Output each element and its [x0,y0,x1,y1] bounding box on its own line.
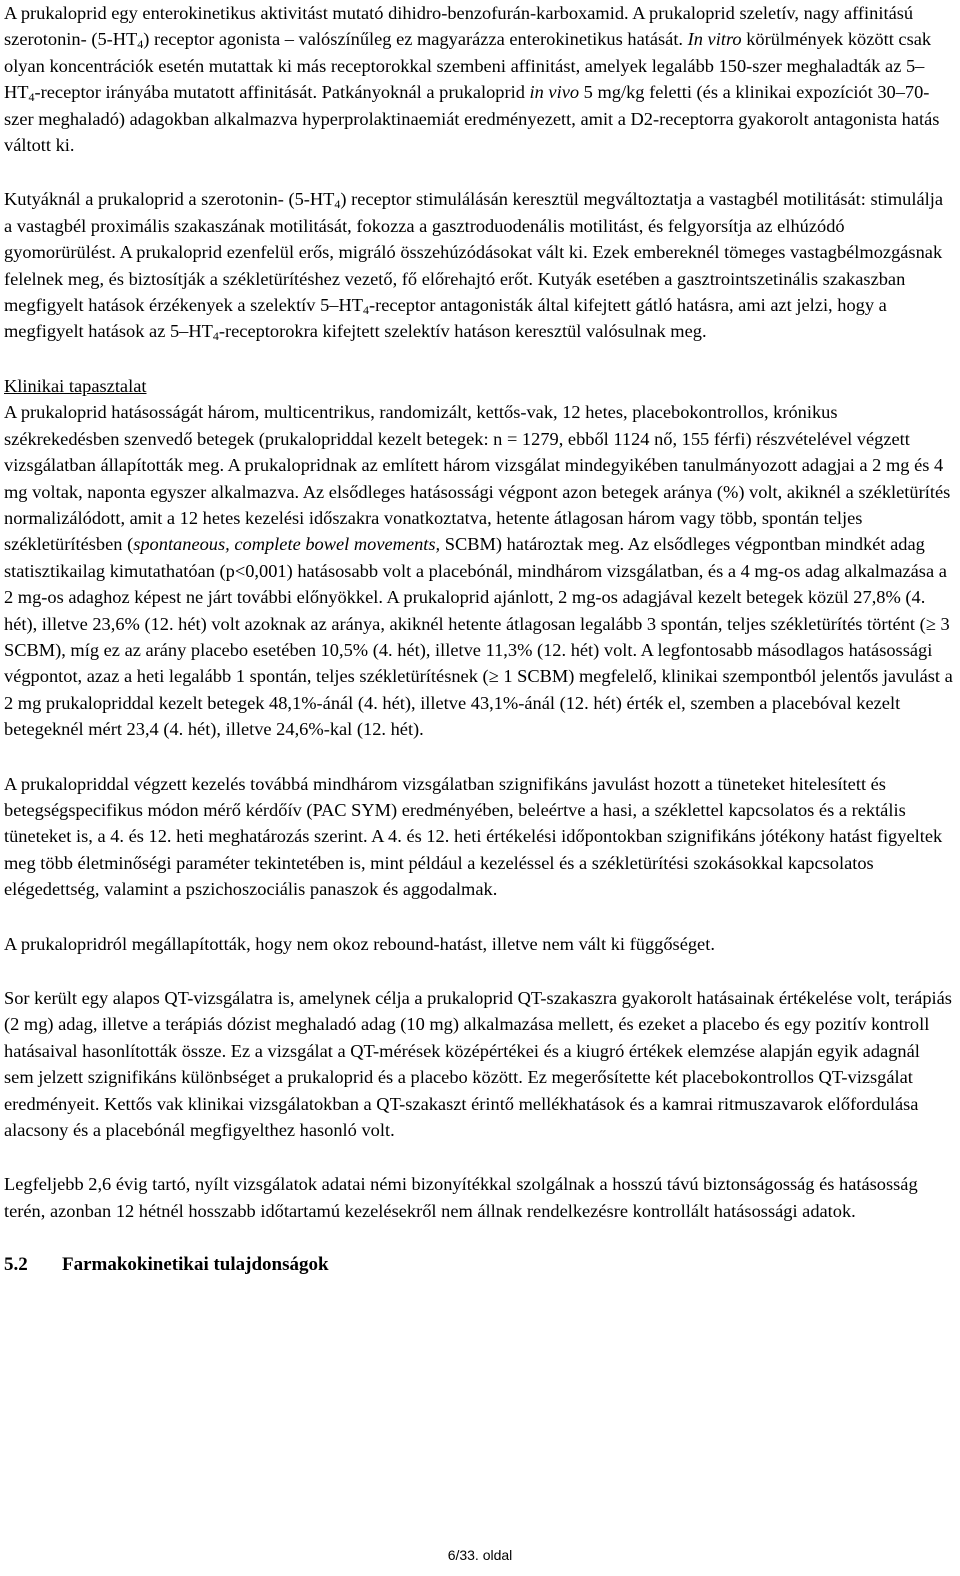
text-run: -receptor antagonisták által kifejtett gátló hatásra, ami azt jelzi, hogy a megfigyelt hatások az 5–HT [4,295,887,342]
section-title: Farmakokinetikai tulajdonságok [62,1254,329,1276]
page-footer: 6/33. oldal [447,1547,513,1563]
italic-term: In vitro [687,29,742,50]
paragraph-mechanism [4,0,954,158]
italic-term: in vivo [529,82,580,103]
subscript: 4 [28,90,35,105]
paragraph-pac-sym: A prukalopriddal végzett kezelés továbbá mindhárom vizsgálatban szignifikáns javulást hozott a tüneteket hitelesített és betegségspecifikus módon mérő kérdőív (PAC SYM) eredményében, beleértve a hasi, a széklettel kapcsolatos és a rektális tüneteket is, a 4. és 12. heti meghatározás szerint. A 4. és 12. heti értékelési időpontokban szignifikáns jótékony hatást figyeltek meg több életminőségi paraméter tekintetében is, mint például a kezeléssel és a székletürítési szokásokkal kapcsolatos elégedettség, valamint a pszichoszociális panaszok és aggodalmak. [4,773,943,900]
text-run: ) receptor stimulálásán keresztül megváltoztatja a vastagbél motilitását: stimulálja a vastagbél proximális szakaszának motilitását, fokozza a gasztroduodenális motilitást, és felgyorsítja az elhúzódó gyomorürülést. A prukaloprid ezenfelül erős, migráló összehúzódásokat vált ki. Ezek embereknél tömeges vastagbélmozgásnak felelnek meg, és biztosítják a székletürítéshez vezető, fő előrehajtó erőt. Kutyák esetében a gasztrointszetinális szakaszban megfigyelt hatások érzékenyek a szelektív 5–HT [4,189,944,316]
text-run: -receptorokra kifejtett szelektív hatáson keresztül valósulnak meg. [218,321,707,342]
paragraph-qt-study: Sor került egy alapos QT-vizsgálatra is, amelynek célja a prukaloprid QT-szakaszra gyakorolt hatásainak értékelése volt, terápiás (2 mg) adag, illetve a terápiás dózist meghaladó adag (10 mg) alkalmazása mellett, és ezeket a placebo és egy pozitív kontroll hatásaival hasonlították össze. Ez a vizsgálat a QT-mérések középértékei és a kiugró értékek elemzése alapján egyik adagnál sem jelzett szignifikáns különbséget a prukaloprid és a placebo között. Ez megerősítette két placebokontrollos QT-vizsgálat eredményeit. Kettős vak klinikai vizsgálatokban a QT-szakaszt érintő mellékhatások és a kamrai ritmuszavarok előfordulása alacsony és a placebónál megfigyelthez hasonló volt. [4,988,952,1141]
subscript: 4 [212,329,219,344]
italic-term: spontaneous, complete bowel movements, [133,534,441,555]
text-run: ) receptor agonista – valószínűleg ez magyarázza enterokinetikus hatását. [143,29,688,50]
paragraph-dogs [4,186,954,344]
subscript: 4 [137,37,144,52]
text-run: A prukaloprid egy enterokinetikus aktivitást mutató dihidro-benzofurán-karboxamid. A prukaloprid szeletív, nagy affinitású szerotonin- (5-HT [4,3,914,50]
subscript: 4 [363,303,369,318]
paragraph-clinical [4,399,954,742]
document-page [4,0,954,1278]
paragraph-long-term: Legfeljebb 2,6 évig tartó, nyílt vizsgálatok adatai némi bizonyítékkal szolgálnak a hosszú távú biztonságosság és hatásosság terén, azonban 12 hétnél hosszabb időtartamú kezelésekről nem állnak rendelkezésre kontrollált hatásossági adatok. [4,1174,918,1221]
section-heading [4,1252,954,1278]
text-run: körülmények között csak olyan koncentrációk esetén mutattak ki más receptorokkal szembeni affinitást, amelyek legalább 150-szer meghaladták az 5–HT [4,29,932,103]
text-run: 5 mg/kg feletti (és a klinikai expozíciót 30–70-szer meghaladó) adagokban alkalmazva hyperprolaktinaemiát eredményezett, amit a D2-receptorra gyakorolt antagonista hatás váltott ki. [4,82,940,156]
paragraph-rebound: A prukalopridról megállapították, hogy nem okoz rebound-hatást, illetve nem vált ki függőséget. [4,933,715,954]
subscript: 4 [334,197,341,212]
text-run: SCBM) határoztak meg. Az elsődleges végpontban mindkét adag statisztikailag kimutathatóan (p<0,001) hatásosabb volt a placebónál, mindhárom vizsgálatban, és a 4 mg-os adag alkalmazása a 2 mg-os adaghoz képest ne járt további előnyökkel. A prukaloprid ajánlott, 2 mg-os adagjával kezelt betegek közül 27,8% (4. hét), illetve 23,6% (12. hét) volt azoknak az aránya, akiknél hetente átlagosan legalább 3 spontán, teljes székletürítés történt (≥ 3 SCBM), míg ez az arány placebo esetében 10,5% (4. hét), illetve 11,3% (12. hét) volt. A legfontosabb másodlagos hatásossági végpontot, azaz a heti legalább 1 spontán, teljes székletürítésnek (≥ 1 SCBM) megfelelő, klinikai szempontból jelentős javulást a 2 mg prukalopriddal kezelt betegek 48,1%-ánál (4. hét), illetve 43,1%-ánál (12. hét) érték el, szemben a placebóval kezelt betegeknél mért 23,4 (4. hét), illetve 24,6%-kal (12. hét). [4,534,953,740]
text-run: A prukaloprid hatásosságát három, multicentrikus, randomizált, kettős-vak, 12 hetes, placebokontrollos, krónikus székrekedésben szenvedő betegek (prukalopriddal kezelt betegek: n = 1279, ebből 1124 nő, 155 férfi) részvételével végzett vizsgálatban állapították meg. A prukalopridnak az említett három vizsgálat mindegyikében tanulmányozott adagjai a 2 mg és 4 mg voltak, naponta egyszer alkalmazva. Az elsődleges hatásossági végpont azon betegek aránya (%) volt, akiknél a székletürítés normalizálódott, amit a 12 hetes kezelési időszakra vonatkoztatva, hetente átlagosan három vagy több, spontán teljes székletürítésben ( [4,402,951,555]
section-number: 5.2 [4,1254,28,1276]
heading-clinical-experience: Klinikai tapasztalat [4,375,147,396]
text-run: -receptor irányába mutatott affinitását. Patkányoknál a prukaloprid [34,82,530,103]
text-run: Kutyáknál a prukaloprid a szerotonin- (5-HT [4,189,335,210]
